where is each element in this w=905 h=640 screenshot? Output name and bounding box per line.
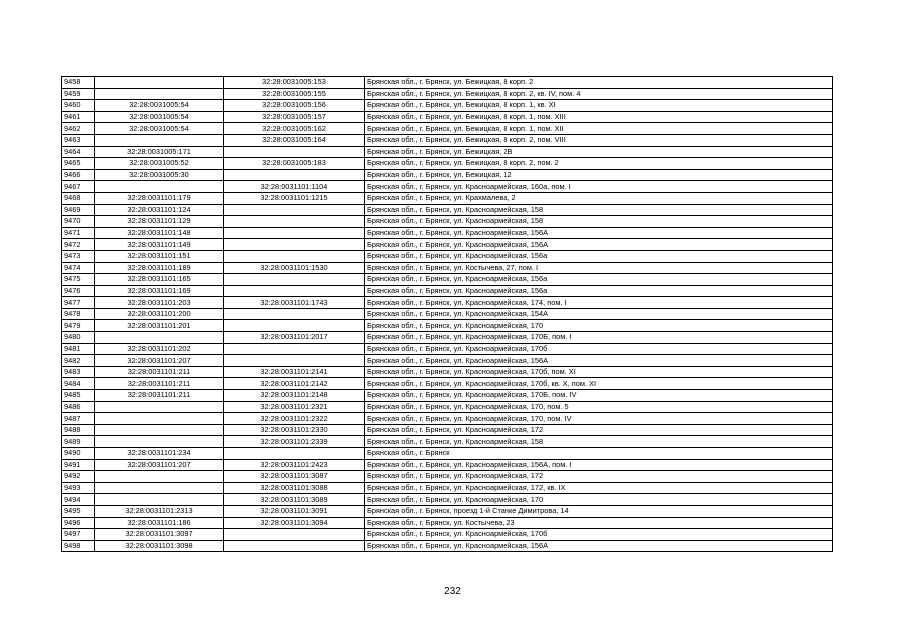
table-row — [62, 390, 833, 402]
parent-cadastral-number-cell: 32:28:0031101:211 — [95, 366, 224, 378]
address-cell: Брянская обл., г. Брянск, ул. Бежицкая, 8 корп. 1, пом. XIII — [365, 111, 833, 123]
address-cell: Брянская обл., г. Брянск, ул. Красноармейская, 154А — [365, 308, 833, 320]
address-cell: Брянская обл., г. Брянск, ул. Красноармейская, 156А — [365, 540, 833, 552]
cadastral-number-cell: 32:28:0031005:157 — [224, 111, 365, 123]
address-cell: Брянская обл., г. Брянск, ул. Красноармейская, 156а — [365, 250, 833, 262]
table-row — [62, 204, 833, 216]
address-cell: Брянская обл., г. Брянск, проезд 1-й Станке Димитрова, 14 — [365, 505, 833, 517]
address-cell: Брянская обл., г. Брянск, ул. Бежицкая, 8 корп. 2 — [365, 77, 833, 89]
row-number-cell: 9464 — [62, 146, 95, 158]
parent-cadastral-number-cell: 32:28:0031005:52 — [95, 158, 224, 170]
table-row — [62, 436, 833, 448]
address-cell: Брянская обл., г. Брянск, ул. Красноармейская, 170б, пом. XI — [365, 366, 833, 378]
parent-cadastral-number-cell — [95, 181, 224, 193]
row-number-cell: 9474 — [62, 262, 95, 274]
address-cell: Брянская обл., г. Брянск, ул. Красноармейская, 156А, пом. I — [365, 459, 833, 471]
table-row — [62, 216, 833, 228]
parent-cadastral-number-cell: 32:28:0031101:148 — [95, 227, 224, 239]
cadastral-number-cell — [224, 529, 365, 541]
parent-cadastral-number-cell: 32:28:0031101:207 — [95, 355, 224, 367]
row-number-cell: 9475 — [62, 274, 95, 286]
address-cell: Брянская обл., г. Брянск, ул. Красноармейская, 170Б, пом. I — [365, 332, 833, 344]
cadastral-number-cell — [224, 308, 365, 320]
parent-cadastral-number-cell — [95, 88, 224, 100]
address-cell: Брянская обл., г. Брянск, ул. Крахмалева, 2 — [365, 192, 833, 204]
parent-cadastral-number-cell: 32:28:0031101:124 — [95, 204, 224, 216]
cadastral-number-cell: 32:28:0031101:3089 — [224, 494, 365, 506]
table-row — [62, 378, 833, 390]
address-cell: Брянская обл., г. Брянск, ул. Красноармейская, 170б — [365, 343, 833, 355]
table-body — [62, 77, 833, 552]
table-row — [62, 285, 833, 297]
table-row — [62, 77, 833, 89]
cadastral-number-cell: 32:28:0031005:153 — [224, 77, 365, 89]
cadastral-number-cell: 32:28:0031101:1743 — [224, 297, 365, 309]
cadastral-number-cell: 32:28:0031101:3088 — [224, 482, 365, 494]
address-cell: Брянская обл., г. Брянск, ул. Красноармейская, 158 — [365, 216, 833, 228]
cadastral-number-cell — [224, 285, 365, 297]
parent-cadastral-number-cell: 32:28:0031005:171 — [95, 146, 224, 158]
table-row — [62, 366, 833, 378]
parent-cadastral-number-cell — [95, 401, 224, 413]
cadastral-number-cell — [224, 343, 365, 355]
row-number-cell: 9468 — [62, 192, 95, 204]
parent-cadastral-number-cell: 32:28:0031101:189 — [95, 262, 224, 274]
row-number-cell: 9490 — [62, 448, 95, 460]
address-cell: Брянская обл., г. Брянск, ул. Бежицкая, 8 корп. 2, кв. IV, пом. 4 — [365, 88, 833, 100]
row-number-cell: 9482 — [62, 355, 95, 367]
row-number-cell: 9460 — [62, 100, 95, 112]
table-row — [62, 494, 833, 506]
table-row — [62, 517, 833, 529]
cadastral-number-cell: 32:28:0031101:2148 — [224, 390, 365, 402]
table-row — [62, 413, 833, 425]
cadastral-number-cell: 32:28:0031005:155 — [224, 88, 365, 100]
table-row — [62, 308, 833, 320]
address-cell: Брянская обл., г. Брянск, ул. Костычева, 23 — [365, 517, 833, 529]
row-number-cell: 9463 — [62, 134, 95, 146]
address-cell: Брянская обл., г. Брянск, ул. Красноармейская, 160а, пом. I — [365, 181, 833, 193]
row-number-cell: 9478 — [62, 308, 95, 320]
cadastral-number-cell — [224, 448, 365, 460]
address-cell: Брянская обл., г. Брянск, ул. Красноармейская, 170, пом. 5 — [365, 401, 833, 413]
parent-cadastral-number-cell: 32:28:0031101:201 — [95, 320, 224, 332]
row-number-cell: 9473 — [62, 250, 95, 262]
address-cell: Брянская обл., г. Брянск, ул. Красноармейская, 170 — [365, 320, 833, 332]
cadastral-number-cell — [224, 227, 365, 239]
cadastral-number-cell — [224, 250, 365, 262]
address-cell: Брянская обл., г. Брянск, ул. Костычева, 27, пом. I — [365, 262, 833, 274]
cadastral-number-cell: 32:28:0031101:2339 — [224, 436, 365, 448]
parent-cadastral-number-cell: 32:28:0031101:129 — [95, 216, 224, 228]
parent-cadastral-number-cell: 32:28:0031005:54 — [95, 123, 224, 135]
parent-cadastral-number-cell: 32:28:0031101:203 — [95, 297, 224, 309]
address-cell: Брянская обл., г. Брянск, ул. Красноармейская, 170б — [365, 529, 833, 541]
cadastral-number-cell: 32:28:0031101:2423 — [224, 459, 365, 471]
table-row — [62, 239, 833, 251]
parent-cadastral-number-cell: 32:28:0031101:211 — [95, 390, 224, 402]
parent-cadastral-number-cell: 32:28:0031101:207 — [95, 459, 224, 471]
cadastral-number-cell — [224, 239, 365, 251]
address-cell: Брянская обл., г. Брянск, ул. Красноармейская, 172 — [365, 471, 833, 483]
parent-cadastral-number-cell: 32:28:0031005:30 — [95, 169, 224, 181]
address-cell: Брянская обл., г. Брянск, ул. Красноармейская, 174, пом. I — [365, 297, 833, 309]
row-number-cell: 9480 — [62, 332, 95, 344]
row-number-cell: 9471 — [62, 227, 95, 239]
table-row — [62, 158, 833, 170]
table-row — [62, 332, 833, 344]
address-cell: Брянская обл., г. Брянск, ул. Бежицкая, 8 корп. 2, пом. 2 — [365, 158, 833, 170]
table-row — [62, 111, 833, 123]
parent-cadastral-number-cell — [95, 494, 224, 506]
parent-cadastral-number-cell: 32:28:0031101:234 — [95, 448, 224, 460]
cadastral-number-cell: 32:28:0031005:164 — [224, 134, 365, 146]
cadastral-table — [61, 76, 833, 552]
row-number-cell: 9469 — [62, 204, 95, 216]
cadastral-number-cell: 32:28:0031005:156 — [224, 100, 365, 112]
parent-cadastral-number-cell — [95, 332, 224, 344]
parent-cadastral-number-cell: 32:28:0031101:3097 — [95, 529, 224, 541]
table-row — [62, 192, 833, 204]
address-cell: Брянская обл., г. Брянск, ул. Красноармейская, 158 — [365, 204, 833, 216]
cadastral-number-cell: 32:28:0031101:3091 — [224, 505, 365, 517]
row-number-cell: 9472 — [62, 239, 95, 251]
parent-cadastral-number-cell — [95, 471, 224, 483]
address-cell: Брянская обл., г. Брянск, ул. Бежицкая, 8 корп. 2, пом. VIII — [365, 134, 833, 146]
cadastral-number-cell: 32:28:0031101:2321 — [224, 401, 365, 413]
table-row — [62, 262, 833, 274]
row-number-cell: 9489 — [62, 436, 95, 448]
row-number-cell: 9466 — [62, 169, 95, 181]
parent-cadastral-number-cell: 32:28:0031005:54 — [95, 111, 224, 123]
row-number-cell: 9477 — [62, 297, 95, 309]
address-cell: Брянская обл., г. Брянск, ул. Красноармейская, 156а — [365, 285, 833, 297]
row-number-cell: 9462 — [62, 123, 95, 135]
parent-cadastral-number-cell: 32:28:0031101:149 — [95, 239, 224, 251]
cadastral-number-cell — [224, 216, 365, 228]
table-row — [62, 471, 833, 483]
address-cell: Брянская обл., г. Брянск, ул. Красноармейская, 170б, кв. X, пом. XI — [365, 378, 833, 390]
row-number-cell: 9491 — [62, 459, 95, 471]
address-cell: Брянская обл., г. Брянск, ул. Красноармейская, 170 — [365, 494, 833, 506]
table-row — [62, 100, 833, 112]
document-table-container — [61, 76, 833, 552]
row-number-cell: 9496 — [62, 517, 95, 529]
table-row — [62, 529, 833, 541]
cadastral-number-cell: 32:28:0031101:2017 — [224, 332, 365, 344]
address-cell: Брянская обл., г. Брянск — [365, 448, 833, 460]
address-cell: Брянская обл., г. Брянск, ул. Бежицкая, 8 корп. 1, кв. XI — [365, 100, 833, 112]
address-cell: Брянская обл., г. Брянск, ул. Бежицкая, 8 корп. 1, пом. XII — [365, 123, 833, 135]
row-number-cell: 9488 — [62, 424, 95, 436]
table-row — [62, 250, 833, 262]
table-row — [62, 401, 833, 413]
cadastral-number-cell: 32:28:0031005:183 — [224, 158, 365, 170]
address-cell: Брянская обл., г. Брянск, ул. Красноармейская, 170Б, пом. IV — [365, 390, 833, 402]
parent-cadastral-number-cell: 32:28:0031101:3098 — [95, 540, 224, 552]
cadastral-number-cell — [224, 204, 365, 216]
address-cell: Брянская обл., г. Брянск, ул. Бежицкая, 2В — [365, 146, 833, 158]
row-number-cell: 9461 — [62, 111, 95, 123]
parent-cadastral-number-cell: 32:28:0031101:169 — [95, 285, 224, 297]
cadastral-number-cell: 32:28:0031101:1530 — [224, 262, 365, 274]
table-row — [62, 482, 833, 494]
table-row — [62, 424, 833, 436]
row-number-cell: 9458 — [62, 77, 95, 89]
parent-cadastral-number-cell — [95, 482, 224, 494]
row-number-cell: 9467 — [62, 181, 95, 193]
page-number: 232 — [444, 586, 461, 597]
address-cell: Брянская обл., г. Брянск, ул. Красноармейская, 156а — [365, 274, 833, 286]
parent-cadastral-number-cell: 32:28:0031101:179 — [95, 192, 224, 204]
address-cell: Брянская обл., г. Брянск, ул. Красноармейская, 156А — [365, 239, 833, 251]
cadastral-number-cell — [224, 355, 365, 367]
row-number-cell: 9483 — [62, 366, 95, 378]
table-row — [62, 297, 833, 309]
cadastral-number-cell: 32:28:0031101:1104 — [224, 181, 365, 193]
row-number-cell: 9497 — [62, 529, 95, 541]
parent-cadastral-number-cell: 32:28:0031101:186 — [95, 517, 224, 529]
table-row — [62, 227, 833, 239]
row-number-cell: 9493 — [62, 482, 95, 494]
cadastral-number-cell: 32:28:0031101:2322 — [224, 413, 365, 425]
table-row — [62, 540, 833, 552]
row-number-cell: 9484 — [62, 378, 95, 390]
parent-cadastral-number-cell: 32:28:0031101:2313 — [95, 505, 224, 517]
row-number-cell: 9486 — [62, 401, 95, 413]
table-row — [62, 320, 833, 332]
table-row — [62, 146, 833, 158]
row-number-cell: 9492 — [62, 471, 95, 483]
row-number-cell: 9481 — [62, 343, 95, 355]
address-cell: Брянская обл., г. Брянск, ул. Красноармейская, 172 — [365, 424, 833, 436]
row-number-cell: 9495 — [62, 505, 95, 517]
cadastral-number-cell — [224, 320, 365, 332]
cadastral-number-cell — [224, 146, 365, 158]
parent-cadastral-number-cell: 32:28:0031101:200 — [95, 308, 224, 320]
row-number-cell: 9470 — [62, 216, 95, 228]
parent-cadastral-number-cell — [95, 424, 224, 436]
cadastral-number-cell — [224, 540, 365, 552]
table-row — [62, 123, 833, 135]
cadastral-number-cell — [224, 169, 365, 181]
table-row — [62, 355, 833, 367]
row-number-cell: 9498 — [62, 540, 95, 552]
address-cell: Брянская обл., г. Брянск, ул. Красноармейская, 158 — [365, 436, 833, 448]
table-row — [62, 343, 833, 355]
parent-cadastral-number-cell: 32:28:0031101:165 — [95, 274, 224, 286]
cadastral-number-cell: 32:28:0031005:162 — [224, 123, 365, 135]
address-cell: Брянская обл., г. Брянск, ул. Красноармейская, 170, пом. IV — [365, 413, 833, 425]
cadastral-number-cell: 32:28:0031101:2142 — [224, 378, 365, 390]
table-row — [62, 274, 833, 286]
parent-cadastral-number-cell — [95, 134, 224, 146]
row-number-cell: 9465 — [62, 158, 95, 170]
address-cell: Брянская обл., г. Брянск, ул. Бежицкая, 12 — [365, 169, 833, 181]
parent-cadastral-number-cell: 32:28:0031101:151 — [95, 250, 224, 262]
parent-cadastral-number-cell: 32:28:0031101:211 — [95, 378, 224, 390]
parent-cadastral-number-cell — [95, 413, 224, 425]
table-row — [62, 459, 833, 471]
row-number-cell: 9459 — [62, 88, 95, 100]
row-number-cell: 9487 — [62, 413, 95, 425]
table-row — [62, 505, 833, 517]
parent-cadastral-number-cell: 32:28:0031101:202 — [95, 343, 224, 355]
parent-cadastral-number-cell: 32:28:0031005:54 — [95, 100, 224, 112]
row-number-cell: 9485 — [62, 390, 95, 402]
table-row — [62, 169, 833, 181]
cadastral-number-cell: 32:28:0031101:2330 — [224, 424, 365, 436]
cadastral-number-cell: 32:28:0031101:2141 — [224, 366, 365, 378]
parent-cadastral-number-cell — [95, 77, 224, 89]
cadastral-number-cell: 32:28:0031101:3094 — [224, 517, 365, 529]
cadastral-number-cell — [224, 274, 365, 286]
row-number-cell: 9479 — [62, 320, 95, 332]
table-row — [62, 448, 833, 460]
row-number-cell: 9494 — [62, 494, 95, 506]
address-cell: Брянская обл., г. Брянск, ул. Красноармейская, 172, кв. IX — [365, 482, 833, 494]
table-row — [62, 134, 833, 146]
address-cell: Брянская обл., г. Брянск, ул. Красноармейская, 156А — [365, 355, 833, 367]
row-number-cell: 9476 — [62, 285, 95, 297]
cadastral-number-cell: 32:28:0031101:1215 — [224, 192, 365, 204]
table-row — [62, 88, 833, 100]
address-cell: Брянская обл., г. Брянск, ул. Красноармейская, 156А — [365, 227, 833, 239]
cadastral-number-cell: 32:28:0031101:3087 — [224, 471, 365, 483]
table-row — [62, 181, 833, 193]
parent-cadastral-number-cell — [95, 436, 224, 448]
